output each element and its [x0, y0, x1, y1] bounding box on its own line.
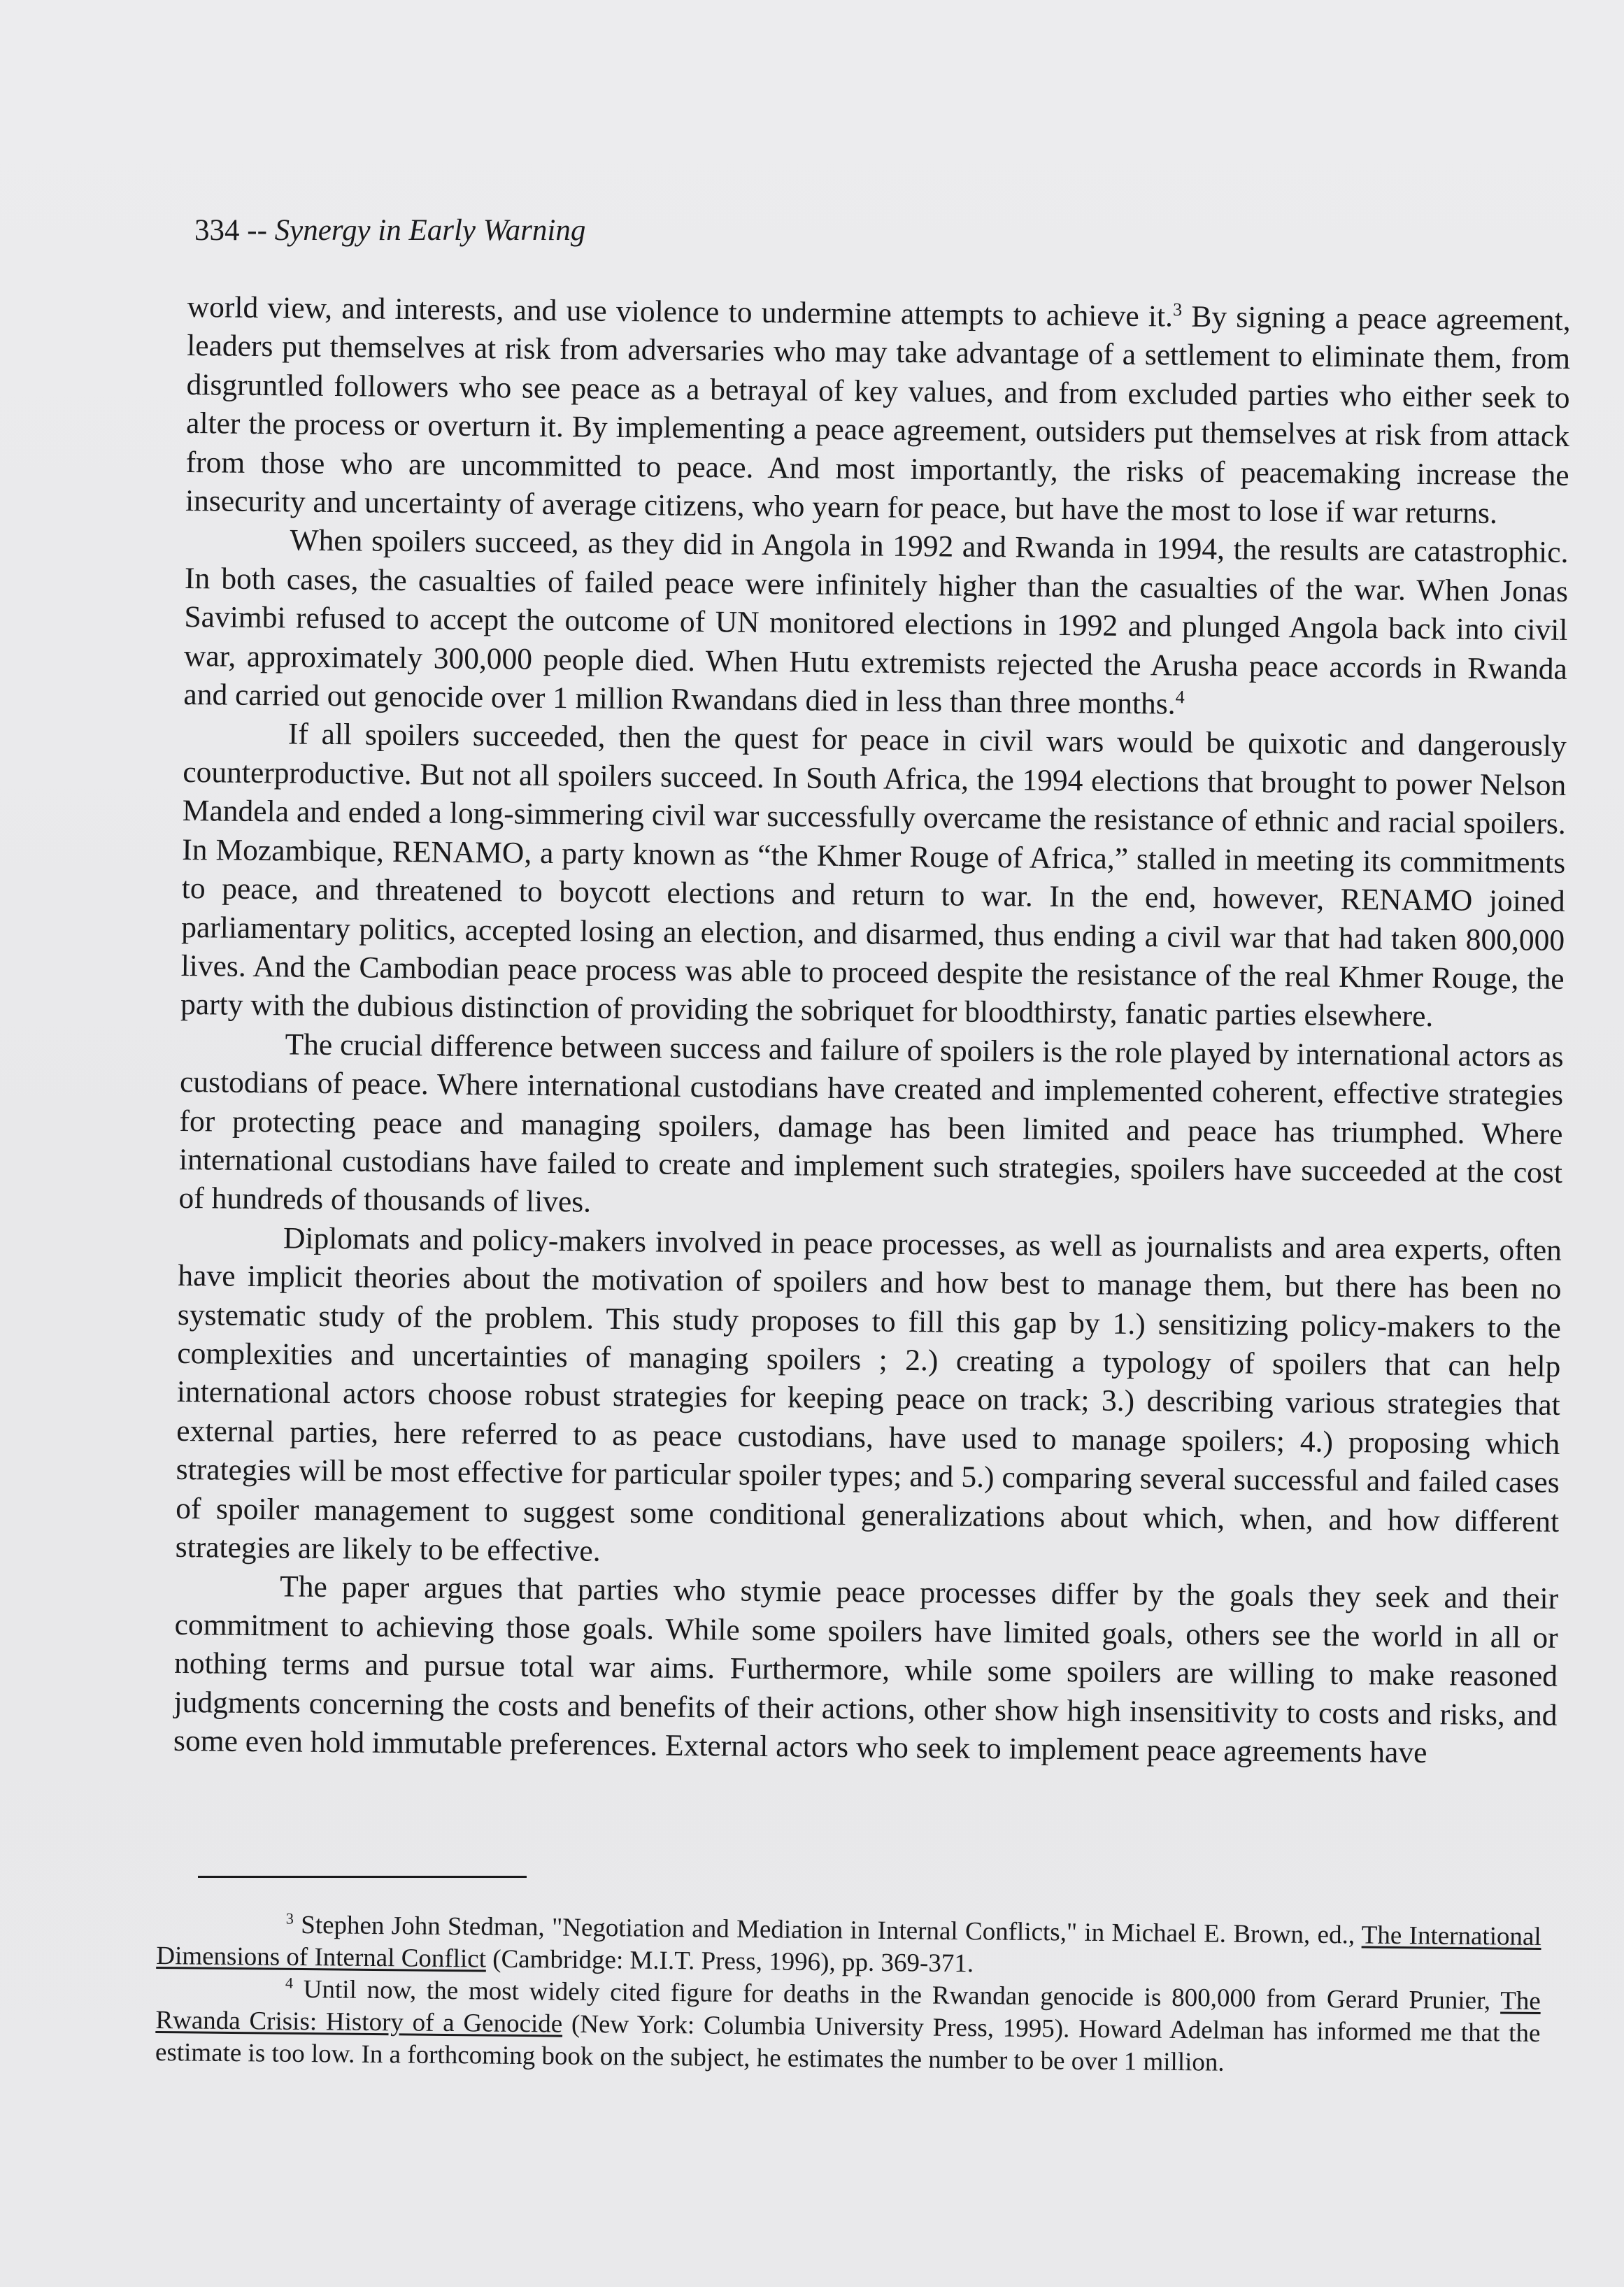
footnote-ref-3: 3	[1172, 299, 1183, 320]
footnote-divider	[198, 1876, 527, 1878]
cited-title: The International Dimensions of Internal Conflict	[156, 1921, 1541, 1974]
running-header	[194, 210, 585, 252]
paragraph-1: world view, and interests, and use violence to undermine attempts to achieve it.$^3$ By signing a peace agreement, leaders put themselves at risk from adversaries who may take advantage of a settlement to eliminate them, from disgruntled followers who see peace as a betrayal of key values, and from excluded parties who either seek to alter the process or overturn it. By implementing a peace agreement, outsiders put themselves at risk from attack from those who are uncommitted to peace. And most importantly, the risks of peacemaking increase the insecurity and uncertainty of average citizens, who yearn for peace, but have the most to lose if war returns.	[185, 290, 1571, 531]
cited-title: The Rwanda Crisis: History of a Genocide	[155, 1986, 1541, 2039]
footnote-number: 3	[285, 1909, 294, 1928]
footnote-3: $^3$ Stephen John Stedman, "Negotiation and Mediation in Internal Conflicts," in Michael E. Brown, ed., The International Dimensions of Internal Conflict (Cambridge: M.I.T. Press, 1996), pp. 369-371.	[156, 1909, 1541, 1979]
footnote-number: 4	[285, 1974, 294, 1992]
page-number: 334 --	[194, 214, 267, 247]
paragraph-6: The paper argues that parties who stymie peace processes differ by the goals they seek and their commitment to achieving those goals. While some spoilers have limited goals, others see the world in all or nothing terms and pursue total war aims. Furthermore, while some spoilers are willing to make reasoned judgments concerning the costs and benefits of their actions, other show high insensitivity to costs and risks, and some even hold immutable preferences. External actors who seek to implement peace agreements have	[173, 1569, 1559, 1770]
paragraph-5: Diplomats and policy-makers involved in peace processes, as well as journalists and area experts, often have implicit theories about the motivation of spoilers and how best to manage them, but there has been no systematic study of the problem. This study proposes to fill this gap by 1.) sensitizing policy-makers to the complexities and uncertainties of managing spoilers ; 2.) creating a typology of spoilers that can help international actors choose robust strategies for keeping peace on track; 3.) describing various strategies that external parties, here referred to as peace custodians, have used to manage spoilers; 4.) proposing which strategies will be most effective for particular spoiler types; and 5.) comparing several successful and failed cases of spoiler management to suggest some conditional generalizations about which, when, and how different strategies are likely to be effective.	[175, 1221, 1562, 1568]
body-text	[173, 288, 1571, 1774]
footnote-ref-4: 4	[1175, 687, 1185, 708]
footnotes	[155, 1908, 1541, 2082]
paragraph-2: When spoilers succeed, as they did in Angola in 1992 and Rwanda in 1994, the results are catastrophic. In both cases, the casualties of failed peace were infinitely higher than the casualties of the war. When Jonas Savimbi refused to accept the outcome of UN monitored elections in 1992 and plunged Angola back into civil war, approximately 300,000 people died. When Hutu extremists rejected the Arusha peace accords in Rwanda and carried out genocide over 1 million Rwandans died in less than three months.$^4$	[183, 523, 1569, 721]
paragraph-4: The crucial difference between success and failure of spoilers is the role played by international actors as custodians of peace. Where international custodians have created and implemented coherent, effective strategies for protecting peace and managing spoilers, damage has been limited and peace has triumphed. Where international custodians have failed to create and implement such strategies, spoilers have succeeded at the cost of hundreds of thousands of lives.	[178, 1027, 1564, 1219]
series-title: Synergy in Early Warning	[274, 214, 586, 247]
footnote-4: $^4$ Until now, the most widely cited figure for deaths in the Rwandan genocide is 800,000 from Gerard Prunier, The Rwanda Crisis: History of a Genocide (New York: Columbia University Press, 1995). Howard Adelman has informed me that the estimate is too low. In a forthcoming book on the subject, he estimates the number to be over 1 million.	[155, 1974, 1541, 2077]
paragraph-3: If all spoilers succeeded, then the quest for peace in civil wars would be quixotic and dangerously counterproductive. But not all spoilers succeed. In South Africa, the 1994 elections that brought to power Nelson Mandela and ended a long-simmering civil war successfully overcame the resistance of ethnic and racial spoilers. In Mozambique, RENAMO, a party known as “the Khmer Rouge of Africa,” stalled in meeting its commitments to peace, and threatened to boycott elections and return to war. In the end, however, RENAMO joined parliamentary politics, accepted losing an election, and disarmed, thus ending a civil war that had taken 800,000 lives. And the Cambodian peace process was able to proceed despite the resistance of the real Khmer Rouge, the party with the dubious distinction of providing the sobriquet for bloodthirsty, fanatic parties elsewhere.	[180, 717, 1567, 1034]
